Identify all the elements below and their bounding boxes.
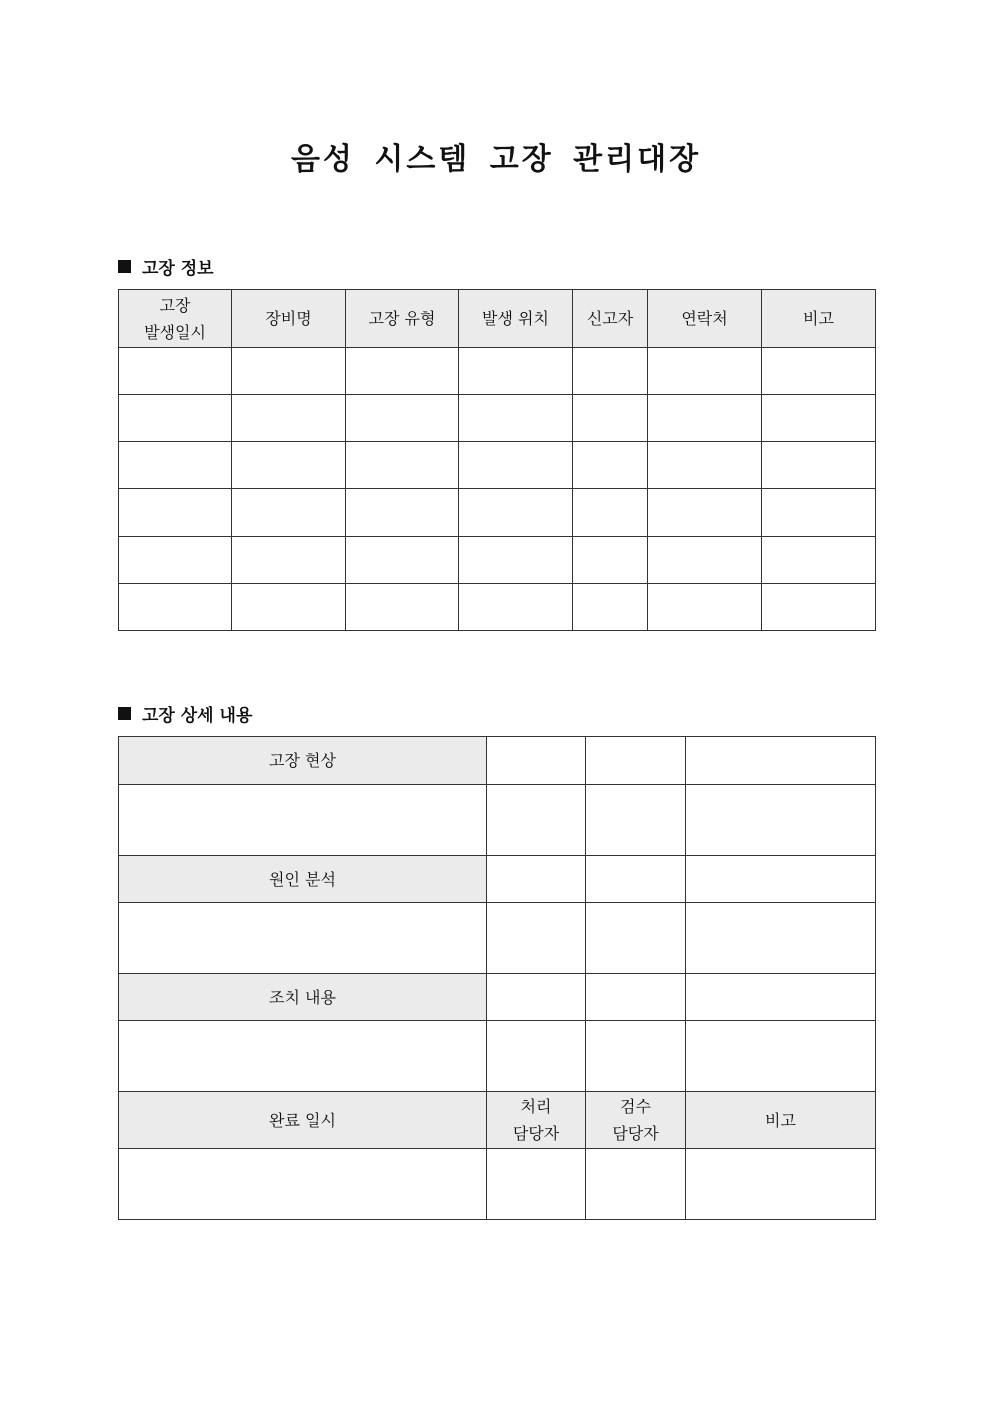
cause-content-row: [119, 903, 876, 974]
table-cell[interactable]: [586, 974, 686, 1021]
phenomenon-label: 고장 현상: [119, 737, 487, 785]
remarks-cell[interactable]: [686, 1149, 876, 1220]
handler-cell[interactable]: [487, 1149, 586, 1220]
action-label-row: [119, 974, 876, 1021]
section-heading-fault-detail: [118, 701, 252, 726]
section-heading-label: 고장 상세 내용: [142, 706, 253, 726]
table-cell[interactable]: [686, 856, 876, 903]
table-cell[interactable]: [346, 395, 459, 442]
table-row: [119, 584, 876, 631]
table-cell[interactable]: [573, 489, 648, 537]
column-header-reporter: 신고자: [573, 290, 648, 348]
remarks-label: 비고: [686, 1092, 876, 1149]
cause-label: 원인 분석: [119, 856, 487, 903]
table-cell[interactable]: [232, 489, 346, 537]
fault-detail-table: [118, 736, 876, 1220]
square-bullet-icon: [118, 707, 131, 720]
table-cell[interactable]: [573, 584, 648, 631]
table-cell[interactable]: [762, 584, 876, 631]
table-cell[interactable]: [346, 442, 459, 489]
table-cell[interactable]: [686, 903, 876, 974]
table-cell[interactable]: [232, 442, 346, 489]
table-cell[interactable]: [573, 348, 648, 395]
table-cell[interactable]: [586, 856, 686, 903]
table-cell[interactable]: [686, 1021, 876, 1092]
column-header-remarks: 비고: [762, 290, 876, 348]
table-cell[interactable]: [346, 348, 459, 395]
table-cell[interactable]: [119, 489, 232, 537]
column-header-contact: 연락처: [648, 290, 762, 348]
table-cell[interactable]: [346, 537, 459, 584]
completion-content-row: [119, 1149, 876, 1220]
table-cell[interactable]: [459, 442, 573, 489]
table-cell[interactable]: [573, 537, 648, 584]
table-row: [119, 395, 876, 442]
phenomenon-content-row: [119, 785, 876, 856]
table-cell[interactable]: [459, 489, 573, 537]
table-cell[interactable]: [586, 737, 686, 785]
table-cell[interactable]: [232, 348, 346, 395]
table-cell[interactable]: [459, 584, 573, 631]
table-cell[interactable]: [487, 974, 586, 1021]
inspector-label: 검수 담당자: [586, 1092, 686, 1149]
action-content-row: [119, 1021, 876, 1092]
table-cell[interactable]: [346, 584, 459, 631]
table-cell[interactable]: [232, 537, 346, 584]
table-cell[interactable]: [762, 537, 876, 584]
table-cell[interactable]: [573, 395, 648, 442]
inspector-cell[interactable]: [586, 1149, 686, 1220]
table-cell[interactable]: [762, 395, 876, 442]
phenomenon-content-cell[interactable]: [119, 785, 487, 856]
square-bullet-icon: [118, 260, 131, 273]
handler-label: 처리 담당자: [487, 1092, 586, 1149]
table-cell[interactable]: [586, 785, 686, 856]
completion-date-cell[interactable]: [119, 1149, 487, 1220]
table-cell[interactable]: [762, 442, 876, 489]
table-cell[interactable]: [686, 785, 876, 856]
column-header-occurred-at: 고장 발생일시: [119, 290, 232, 348]
fault-info-table: [118, 289, 876, 631]
table-cell[interactable]: [459, 395, 573, 442]
phenomenon-label-row: [119, 737, 876, 785]
table-cell[interactable]: [459, 348, 573, 395]
table-cell[interactable]: [648, 537, 762, 584]
table-cell[interactable]: [119, 537, 232, 584]
table-row: [119, 537, 876, 584]
table-cell[interactable]: [648, 584, 762, 631]
table-cell[interactable]: [232, 395, 346, 442]
section-heading-label: 고장 정보: [142, 259, 214, 279]
table-cell[interactable]: [459, 537, 573, 584]
section-heading-fault-info: [118, 254, 214, 279]
table-cell[interactable]: [573, 442, 648, 489]
table-cell[interactable]: [686, 737, 876, 785]
column-header-location: 발생 위치: [459, 290, 573, 348]
table-cell[interactable]: [648, 489, 762, 537]
table-row: [119, 348, 876, 395]
table-cell[interactable]: [487, 903, 586, 974]
table-header-row: [119, 290, 876, 348]
document-title: 음성 시스템 고장 관리대장: [290, 142, 702, 177]
cause-content-cell[interactable]: [119, 903, 487, 974]
column-header-fault-type: 고장 유형: [346, 290, 459, 348]
table-cell[interactable]: [686, 974, 876, 1021]
cause-label-row: [119, 856, 876, 903]
table-cell[interactable]: [487, 1021, 586, 1092]
table-cell[interactable]: [586, 903, 686, 974]
column-header-equipment: 장비명: [232, 290, 346, 348]
action-label: 조치 내용: [119, 974, 487, 1021]
table-cell[interactable]: [762, 348, 876, 395]
table-row: [119, 442, 876, 489]
table-cell[interactable]: [762, 489, 876, 537]
table-cell[interactable]: [648, 348, 762, 395]
table-cell[interactable]: [119, 584, 232, 631]
table-row: [119, 489, 876, 537]
table-cell[interactable]: [346, 489, 459, 537]
completion-label: 완료 일시: [119, 1092, 487, 1149]
table-cell[interactable]: [487, 737, 586, 785]
table-cell[interactable]: [648, 442, 762, 489]
table-cell[interactable]: [648, 395, 762, 442]
table-cell[interactable]: [119, 395, 232, 442]
table-cell[interactable]: [487, 785, 586, 856]
table-cell[interactable]: [119, 348, 232, 395]
completion-header-row: [119, 1092, 876, 1149]
table-cell[interactable]: [232, 584, 346, 631]
table-cell[interactable]: [487, 856, 586, 903]
table-cell[interactable]: [586, 1021, 686, 1092]
action-content-cell[interactable]: [119, 1021, 487, 1092]
table-cell[interactable]: [119, 442, 232, 489]
